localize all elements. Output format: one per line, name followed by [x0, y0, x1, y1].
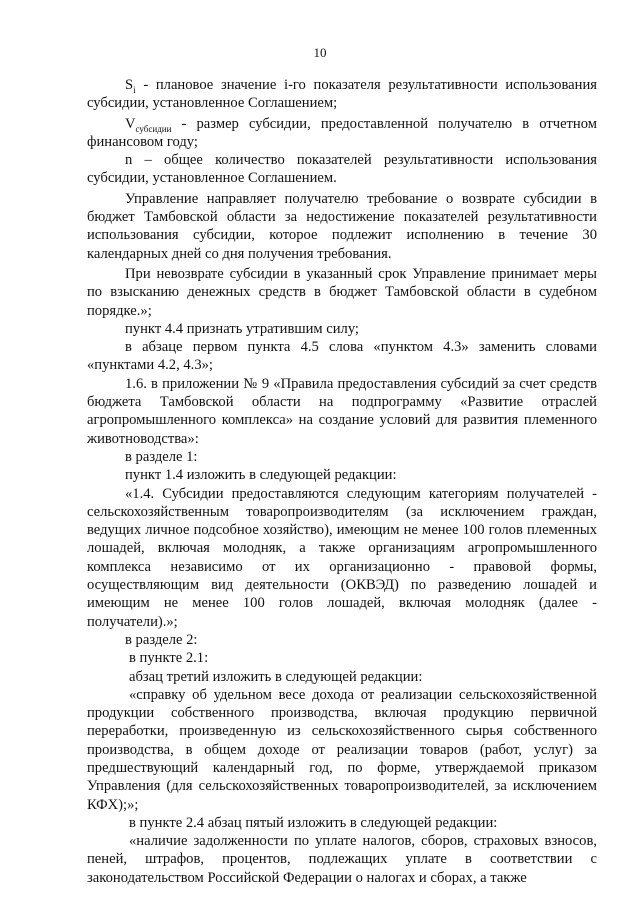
paragraph-debt: «наличие задолженности по уплате налогов, сборов, страховых взносов, пеней, штрафов, процентов, подлежащих уплате в соответствии с законодательством Российской Федерации о налогах и сборах, а также	[87, 833, 597, 886]
paragraph-point-2-1: в пункте 2.1:	[129, 650, 209, 667]
paragraph-non-return: При невозврате субсидии в указанный срок Управление принимает меры по взысканию денежных средств в бюджет Тамбовской области в судебном порядке.»;	[87, 265, 597, 319]
paragraph-1-4-text: «1.4. Субсидии предоставляются следующим категориям получателей - сельскохозяйственным товаропроизводителям (за исключением граждан, ведущих личное подсобное хозяйство), имеющим не менее 100 голов племенных лошадей, включая молодняк, а также организациям агропромышленного комплекса независимо от их организационно - правовой формы, осуществляющим вид деятельности (ОКВЭД) по разведению лошадей и имеющим не менее 100 голов лошадей, включая молодняк (далее - получатели).»;	[87, 485, 597, 630]
paragraph-section-1: в разделе 1:	[125, 448, 198, 465]
paragraph-v-subsidii: $V_{субсидии}$ - размер субсидии, предоставленной получателю в отчетном финансовом году;	[87, 115, 597, 150]
paragraph-return-requirement: Управление направляет получателю требование о возврате субсидии в бюджет Тамбовской области за недостижение показателей результативности использования субсидии, которое подлежит исполнению в течение 30 календарных дней со дня получения требования.	[87, 190, 597, 262]
paragraph-abzac-3: абзац третий изложить в следующей редакции:	[129, 668, 423, 685]
paragraph-4-4: пункт 4.4 признать утратившим силу;	[125, 320, 359, 337]
paragraph-n: n – общее количество показателей результативности использования субсидии, установленное Соглашением.	[87, 152, 597, 187]
paragraph-section-2: в разделе 2:	[125, 631, 198, 648]
document-body	[87, 76, 597, 887]
paragraph-4-5: в абзаце первом пункта 4.5 слова «пунктом 4.3» заменить словами «пунктами 4.2, 4.3»;	[87, 339, 597, 374]
paragraph-point-2-4: в пункте 2.4 абзац пятый изложить в следующей редакции:	[129, 814, 498, 831]
paragraph-1-6: 1.6. в приложении № 9 «Правила предоставления субсидий за счет средств бюджета Тамбовской области на подпрограмму «Развитие отраслей агропромышленного комплекса» на создание условий для развития племенного животноводства»:	[87, 375, 597, 447]
paragraph-s-i: $S_i$ - плановое значение i-го показателя результативности использования субсидии, установленное Соглашением;	[87, 77, 597, 112]
paragraph-spravka: «справку об удельном весе дохода от реализации сельскохозяйственной продукции собственного производства, включая продукцию первичной переработки, произведенную из сельскохозяйственного сырья собственного производства, в общем доходе от реализации товаров (работ, услуг) за предшествующий календарный год, по форме, утверждаемой приказом Управления (для сельскохозяйственных товаропроизводителей, за исключением КФХ);»;	[87, 686, 597, 813]
page-number: 10	[313, 45, 327, 60]
paragraph-point-1-4: пункт 1.4 изложить в следующей редакции:	[125, 467, 397, 484]
